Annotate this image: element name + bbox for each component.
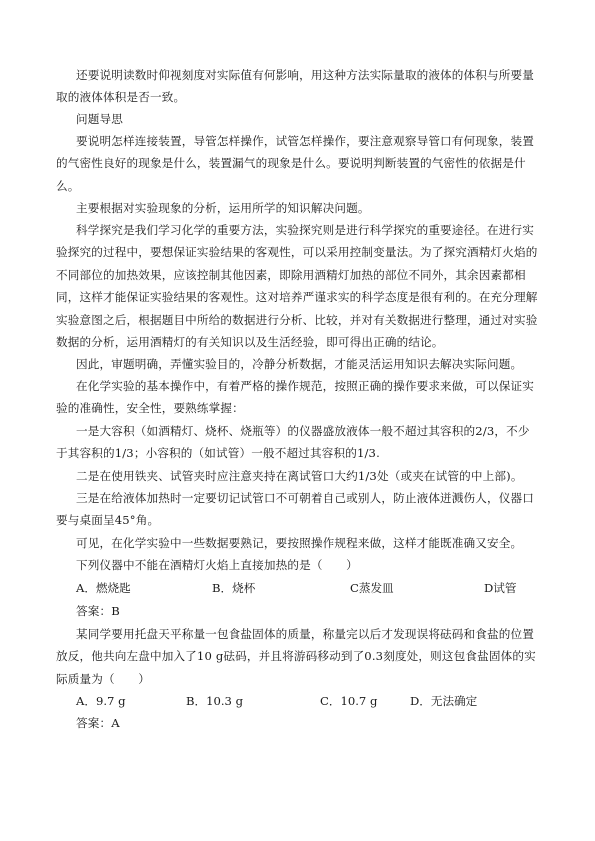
question-1-option-b: B．烧杯 <box>212 581 256 595</box>
paragraph-conclusion: 因此，审题明确，弄懂实验目的，冷静分析数据，才能灵活运用知识去解决实际问题。 <box>76 357 523 371</box>
question-2-option-c: C．10.7 g <box>320 694 378 708</box>
question-1-answer: 答案：B <box>76 604 120 618</box>
paragraph-basic-operations: 在化学实验的基本操作中，有着严格的操作规范，按照正确的操作要求来做，可以保证实验的准确性，安全性，要熟练掌握： <box>56 379 535 416</box>
heading-problem-guide: 问题导思 <box>76 112 123 126</box>
paragraph-reading-error: 还要说明读数时仰视刻度对实际值有何影响，用这种方法实际量取的液体的体积与所要量取的液体体积是否一致。 <box>56 68 535 105</box>
question-1-option-a: A．燃烧匙 <box>76 581 131 595</box>
paragraph-analysis: 主要根据对实验现象的分析，运用所学的知识解决问题。 <box>76 201 370 215</box>
paragraph-scientific-inquiry: 科学探究是我们学习化学的重要方法，实验探究则是进行科学探究的重要途径。在进行实验探究的过程中，要想保证实验结果的客观性，可以采用控制变量法。为了探究酒精灯火焰的不同部位的加热效果，应该控制其他因素，即除用酒精灯加热的部位不同外，其余因素都相同，这样才能保证实验结果的客观性。这对培养严谨求实的科学态度是很有利的。在充分理解实验意图之后，根据题目中所给的数据进行分析、比较，并对有关数据进行整理，通过对实验数据的分析，运用酒精灯的有关知识以及生活经验，即可得出正确的结论。 <box>56 223 538 350</box>
question-1-stem: 下列仪器中不能在酒精灯火焰上直接加热的是（ ） <box>76 558 358 572</box>
paragraph-summary: 可见，在化学实验中一些数据要熟记，要按照操作规程来做，这样才能既准确又安全。 <box>76 536 523 550</box>
question-1-option-c: C蒸发皿 <box>350 581 394 595</box>
question-2-option-a: A．9.7 g <box>76 694 126 708</box>
paragraph-airtightness: 要说明怎样连接装置，导管怎样操作，试管怎样操作，要注意观察导管口有何现象，装置的气密性良好的现象是什么，装置漏气的现象是什么。要说明判断装置的气密性的依据是什么。 <box>56 134 535 193</box>
question-2-option-d: D．无法确定 <box>410 694 478 708</box>
paragraph-rule-three: 三是在给液体加热时一定要切记试管口不可朝着自己或别人，防止液体迸溅伤人，仪器口要与桌面呈45°角。 <box>56 491 535 528</box>
question-1-option-d: D试管 <box>484 581 517 595</box>
question-2-option-b: B．10.3 g <box>186 694 244 708</box>
question-2-stem: 某同学要用托盘天平称量一包食盐固体的质量，称量完以后才发现误将砝码和食盐的位置放反，他共向左盘中加入了10 g砝码，并且将游码移动到了0.3刻度处，则这包食盐固体的实际质量为（ ） <box>56 627 536 686</box>
paragraph-rule-two: 二是在使用铁夹、试管夹时应注意夹持在离试管口大约1/3处（或夹在试管的中上部)。 <box>76 469 523 483</box>
question-2-answer: 答案：A <box>76 716 120 730</box>
paragraph-rule-one: 一是大容积（如酒精灯、烧杯、烧瓶等）的仪器盛放液体一般不超过其容积的2/3，不少于其容积的1/3；小容积的（如试管）一般不超过其容积的1/3. <box>56 424 530 461</box>
